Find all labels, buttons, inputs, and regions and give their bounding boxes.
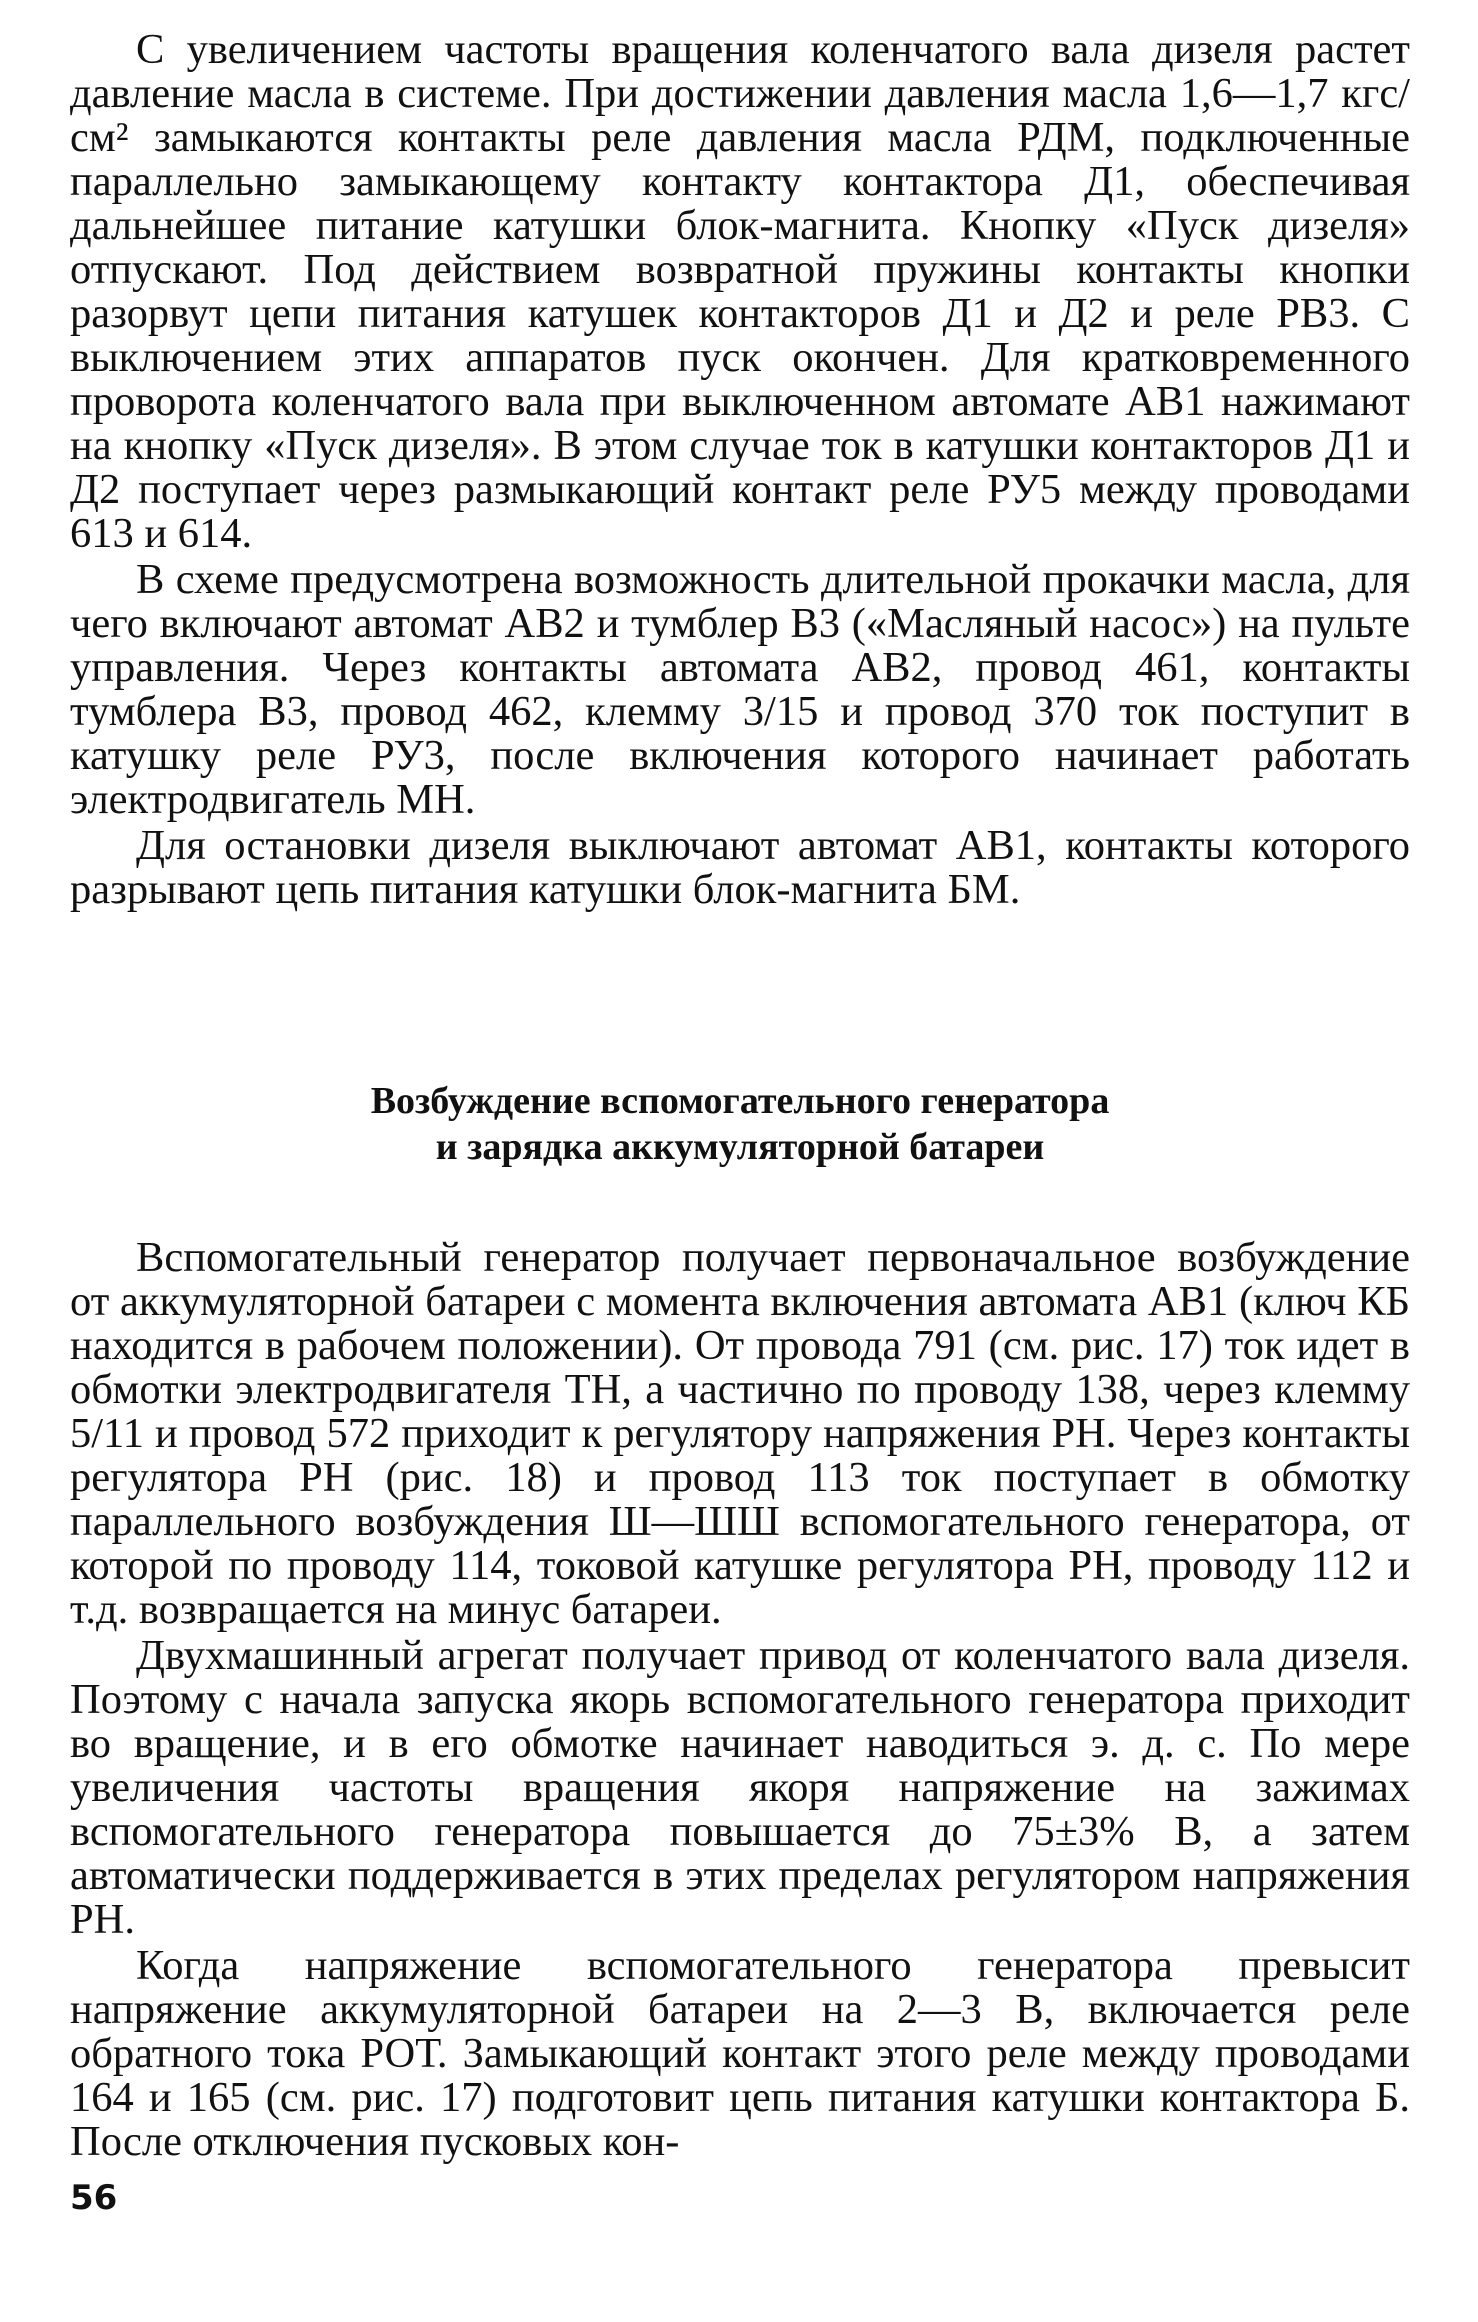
- paragraph-reverse-current-relay: Когда напряжение вспомогательного генератора превысит напряжение аккумуляторной батареи на 2—3 В, включается реле обратного тока РОТ. Замыкающий контакт этого реле между проводами 164 и 165 (см. рис. 17) подготовит цепь питания катушки контактора Б. После отключения пусковых кон-: [70, 1942, 1410, 2165]
- section-title-line-1: Возбуждение вспомогательного генератора: [370, 1080, 1110, 1122]
- text-section-top: [70, 28, 1410, 912]
- text-section-bottom: [70, 1236, 1410, 2164]
- section-title: [70, 1078, 1410, 1170]
- paragraph-excitation: Вспомогательный генератор получает первоначальное возбуждение от аккумуляторной батареи с момента включения автомата АВ1 (ключ КБ находится в рабочем положении). От провода 791 (см. рис. 17) ток идет в обмотки электродвигателя ТН, а частично по проводу 138, через клемму 5/11 и провод 572 приходит к регулятору напряжения РН. Через контакты регулятора РН (рис. 18) и провод 113 ток поступает в обмотку параллельного возбуждения Ш—ШШ вспомогательного генератора, от которой по проводу 114, токовой катушке регулятора РН, проводу 112 и т.д. возвращается на минус батареи.: [70, 1234, 1410, 1633]
- book-page: [70, 28, 1410, 2298]
- paragraph-oil-pumping: В схеме предусмотрена возможность длительной прокачки масла, для чего включают автомат АВ2 и тумблер В3 («Масляный насос») на пульте управления. Через контакты автомата АВ2, провод 461, контакты тумблера В3, провод 462, клемму 3/15 и провод 370 ток поступит в катушку реле РУ3, после включения которого начинает работать электродвигатель МН.: [70, 556, 1410, 823]
- paragraph-diesel-stop: Для остановки дизеля выключают автомат АВ1, контакты которого разрывают цепь питания катушки блок-магнита БМ.: [70, 822, 1410, 913]
- paragraph-oil-pressure: С увеличением частоты вращения коленчатого вала дизеля растет давление масла в системе. При достижении давления масла 1,6—1,7 кгс/см² замыкаются контакты реле давления масла РДМ, подключенные параллельно замыкающему контакту контактора Д1, обеспечивая дальнейшее питание катушки блок-магнита. Кнопку «Пуск дизеля» отпускают. Под действием возвратной пружины контакты кнопки разорвут цепи питания катушек контакторов Д1 и Д2 и реле РВ3. С выключением этих аппаратов пуск окончен. Для кратковременного проворота коленчатого вала при выключенном автомате АВ1 нажимают на кнопку «Пуск дизеля». В этом случае ток в катушки контакторов Д1 и Д2 поступает через размыкающий контакт реле РУ5 между проводами 613 и 614.: [70, 26, 1410, 557]
- page-number: 56: [70, 2178, 118, 2218]
- section-title-line-2: и зарядка аккумуляторной батареи: [435, 1126, 1045, 1168]
- paragraph-two-machine-unit: Двухмашинный агрегат получает привод от коленчатого вала дизеля. Поэтому с начала запуска якорь вспомогательного генератора приходит во вращение, и в его обмотке начинает наводиться э. д. с. По мере увеличения частоты вращения якоря напряжение на зажимах вспомогательного генератора повышается до 75±3% В, а затем автоматически поддерживается в этих пределах регулятором напряжения РН.: [70, 1632, 1410, 1943]
- section-heading: [70, 1078, 1410, 1170]
